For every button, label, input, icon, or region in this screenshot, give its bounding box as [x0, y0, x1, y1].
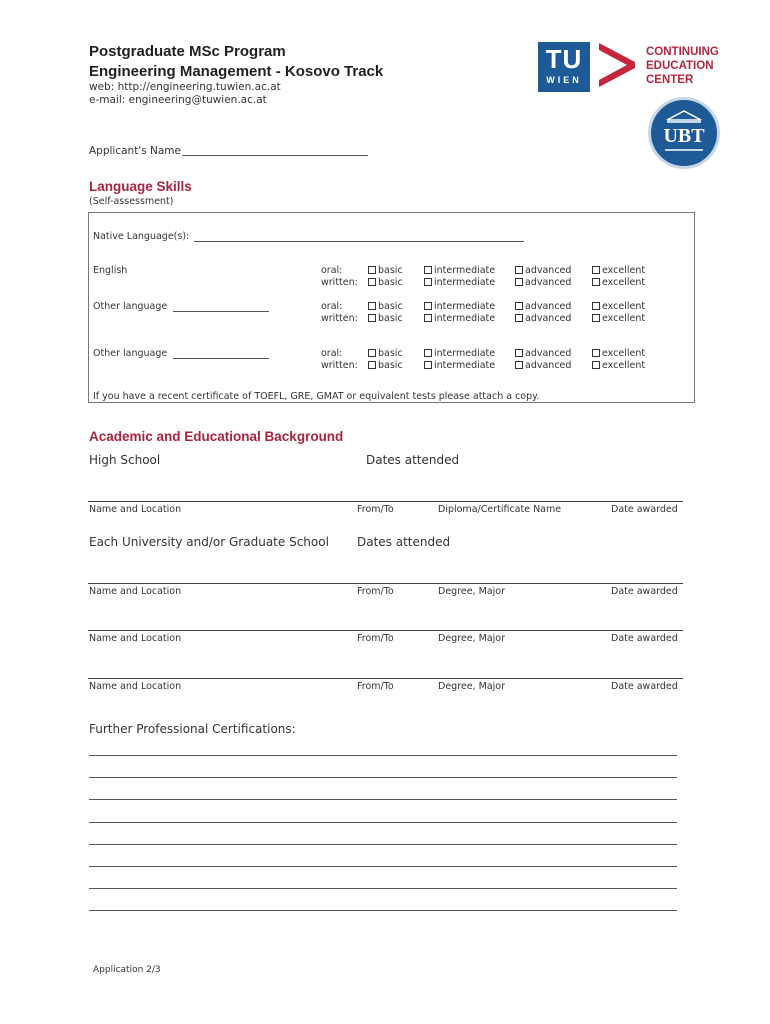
other1-written-advanced-checkbox[interactable]: advanced [515, 313, 571, 324]
certification-line[interactable] [89, 888, 677, 889]
column-label: Name and Location [89, 681, 182, 692]
other2-oral-basic-checkbox[interactable]: basic [368, 348, 403, 359]
column-label: Name and Location [89, 633, 182, 644]
checkbox-icon [592, 361, 600, 369]
english-oral-advanced-checkbox[interactable]: advanced [515, 265, 571, 276]
checkbox-icon [592, 314, 600, 322]
oral-label: oral: [321, 265, 343, 276]
language-row-name: English [93, 265, 128, 276]
other1-oral-advanced-checkbox[interactable]: advanced [515, 301, 571, 312]
written-label: written: [321, 277, 358, 288]
written-label: written: [321, 313, 358, 324]
native-language-field[interactable] [194, 241, 524, 242]
column-label: From/To [357, 586, 394, 597]
column-label: Name and Location [89, 586, 182, 597]
checkbox-icon [515, 349, 523, 357]
ubt-logo [648, 97, 720, 169]
column-label: Degree, Major [438, 586, 505, 597]
checkbox-icon [368, 278, 376, 286]
program-title: Postgraduate MSc Program [89, 43, 286, 60]
other1-oral-excellent-checkbox[interactable]: excellent [592, 301, 645, 312]
native-language-label: Native Language(s): [93, 231, 190, 242]
checkbox-icon [592, 302, 600, 310]
english-oral-intermediate-checkbox[interactable]: intermediate [424, 265, 495, 276]
wien-logo-text: WIEN [546, 75, 582, 85]
university-entry-line[interactable] [88, 678, 683, 679]
page-number: Application 2/3 [93, 965, 161, 975]
tu-logo-text: TU [545, 44, 583, 74]
other-language-2-field[interactable] [173, 358, 269, 359]
high-school-label: High School [89, 453, 161, 467]
language-row-name: Other language [93, 301, 168, 312]
checkbox-icon [368, 349, 376, 357]
checkbox-icon [424, 314, 432, 322]
certification-line[interactable] [89, 799, 677, 800]
checkbox-icon [424, 266, 432, 274]
checkbox-icon [368, 266, 376, 274]
further-certifications-heading: Further Professional Certifications: [89, 722, 296, 736]
applicant-name-field[interactable] [182, 155, 368, 156]
continuing-education-logo [646, 45, 719, 87]
column-label: From/To [357, 633, 394, 644]
dates-attended-label: Dates attended [357, 535, 451, 549]
column-label: Diploma/Certificate Name [438, 504, 562, 515]
certification-line[interactable] [89, 910, 677, 911]
language-skills-heading: Language Skills [89, 179, 192, 194]
university-entry-line[interactable] [88, 630, 683, 631]
column-label: Date awarded [611, 504, 678, 515]
university-label: Each University and/or Graduate School [89, 535, 329, 549]
checkbox-icon [424, 302, 432, 310]
checkbox-icon [592, 266, 600, 274]
chevron-logo-icon [595, 40, 639, 90]
certification-line[interactable] [89, 755, 677, 756]
other2-oral-excellent-checkbox[interactable]: excellent [592, 348, 645, 359]
english-oral-basic-checkbox[interactable]: basic [368, 265, 403, 276]
web-address: web: http://engineering.tuwien.ac.at [89, 81, 281, 93]
other-language-1-field[interactable] [173, 311, 269, 312]
other2-oral-advanced-checkbox[interactable]: advanced [515, 348, 571, 359]
dates-attended-label: Dates attended [366, 453, 460, 467]
english-written-advanced-checkbox[interactable]: advanced [515, 277, 571, 288]
english-written-basic-checkbox[interactable]: basic [368, 277, 403, 288]
checkbox-icon [368, 314, 376, 322]
oral-label: oral: [321, 348, 343, 359]
other1-oral-intermediate-checkbox[interactable]: intermediate [424, 301, 495, 312]
other2-written-advanced-checkbox[interactable]: advanced [515, 360, 571, 371]
checkbox-icon [592, 278, 600, 286]
cec-line-3: CENTER [646, 74, 694, 86]
other2-oral-intermediate-checkbox[interactable]: intermediate [424, 348, 495, 359]
checkbox-icon [515, 302, 523, 310]
checkbox-icon [515, 266, 523, 274]
applicant-name-label: Applicant's Name [89, 145, 181, 157]
other1-oral-basic-checkbox[interactable]: basic [368, 301, 403, 312]
certification-line[interactable] [89, 822, 677, 823]
written-label: written: [321, 360, 358, 371]
tu-wien-logo [538, 42, 590, 92]
checkbox-icon [368, 302, 376, 310]
university-entry-line[interactable] [88, 583, 683, 584]
other2-written-basic-checkbox[interactable]: basic [368, 360, 403, 371]
english-oral-excellent-checkbox[interactable]: excellent [592, 265, 645, 276]
oral-label: oral: [321, 301, 343, 312]
program-subtitle: Engineering Management - Kosovo Track [89, 63, 384, 80]
other1-written-excellent-checkbox[interactable]: excellent [592, 313, 645, 324]
checkbox-icon [368, 361, 376, 369]
other1-written-intermediate-checkbox[interactable]: intermediate [424, 313, 495, 324]
english-written-intermediate-checkbox[interactable]: intermediate [424, 277, 495, 288]
checkbox-icon [424, 361, 432, 369]
column-label: Date awarded [611, 586, 678, 597]
academic-heading: Academic and Educational Background [89, 429, 344, 444]
checkbox-icon [515, 361, 523, 369]
certification-line[interactable] [89, 866, 677, 867]
high-school-entry-line[interactable] [88, 501, 683, 502]
cec-line-1: CONTINUING [646, 46, 719, 58]
self-assessment-note: (Self-assessment) [89, 196, 174, 207]
column-label: Date awarded [611, 681, 678, 692]
email-address: e-mail: engineering@tuwien.ac.at [89, 94, 267, 106]
checkbox-icon [515, 314, 523, 322]
column-label: Degree, Major [438, 633, 505, 644]
checkbox-icon [592, 349, 600, 357]
checkbox-icon [515, 278, 523, 286]
certification-line[interactable] [89, 844, 677, 845]
column-label: Degree, Major [438, 681, 505, 692]
column-label: Date awarded [611, 633, 678, 644]
certification-line[interactable] [89, 777, 677, 778]
column-label: Name and Location [89, 504, 182, 515]
checkbox-icon [424, 278, 432, 286]
ubt-logo-text: UBT [663, 125, 705, 147]
other1-written-basic-checkbox[interactable]: basic [368, 313, 403, 324]
other2-written-intermediate-checkbox[interactable]: intermediate [424, 360, 495, 371]
other2-written-excellent-checkbox[interactable]: excellent [592, 360, 645, 371]
certificate-note: If you have a recent certificate of TOEFL, GRE, GMAT or equivalent tests please attach a copy. [93, 391, 540, 402]
cec-line-2: EDUCATION [646, 60, 714, 72]
column-label: From/To [357, 504, 394, 515]
english-written-excellent-checkbox[interactable]: excellent [592, 277, 645, 288]
language-row-name: Other language [93, 348, 168, 359]
checkbox-icon [424, 349, 432, 357]
column-label: From/To [357, 681, 394, 692]
